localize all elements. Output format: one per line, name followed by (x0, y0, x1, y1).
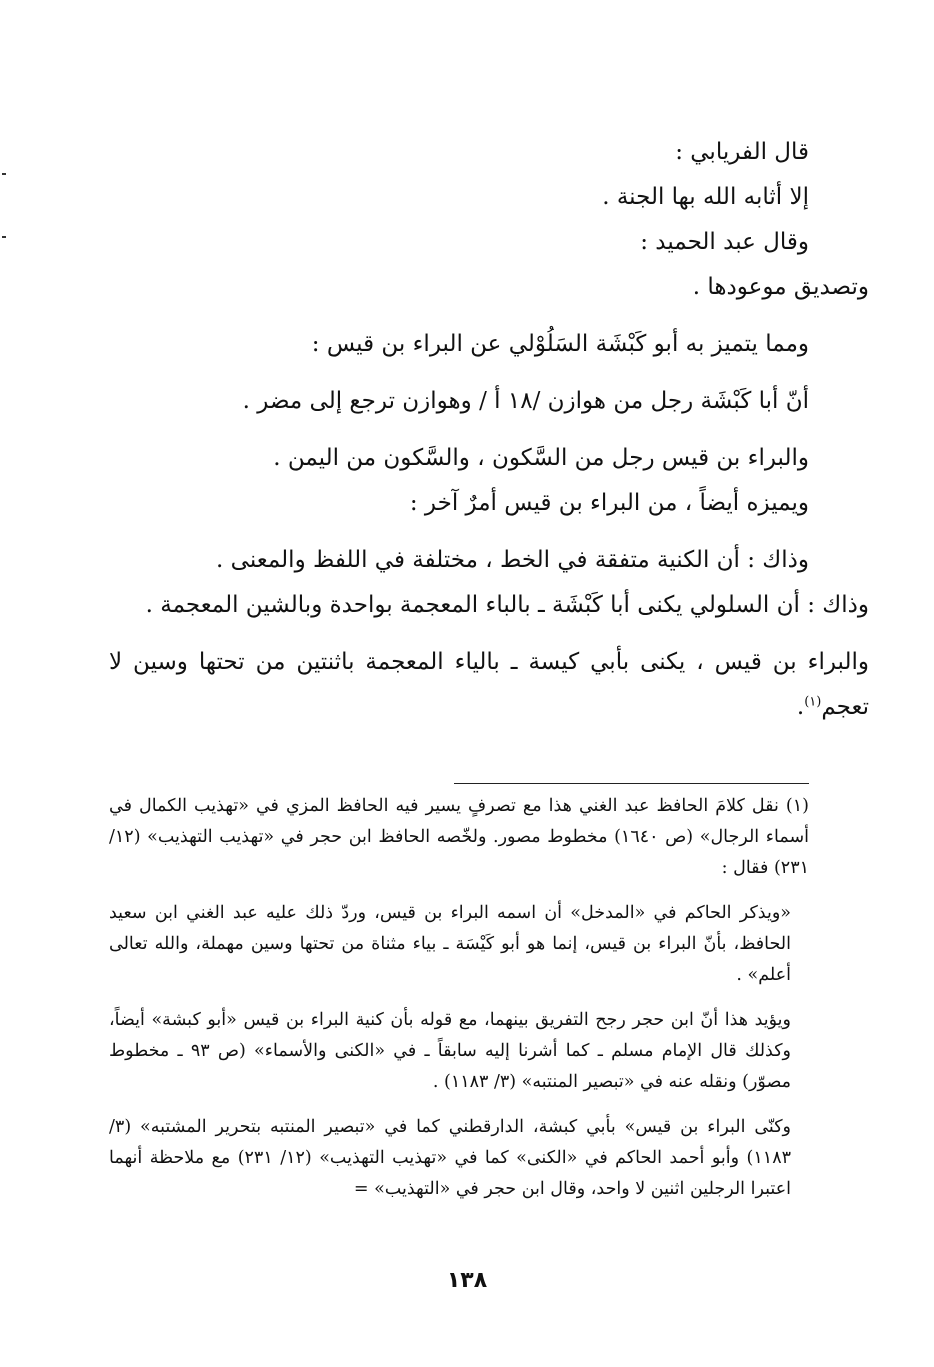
footnote-quote: «ويذكر الحاكم في «المدخل» أن اسمه البراء بن قيس، وردّ ذلك عليه عبد الغني ابن سعيد الحافظ، بأنّ البراء بن قيس، إنما هو أبو كَيْسَة ـ بياء مثناة من تحتها وسين مهملة، والله تعالى أعلم» . (109, 903, 791, 985)
footnote-paragraph: وكنّى البراء بن قيس» بأبي كبشة، الدارقطني كما في «تبصير المنتبه بتحرير المشتبه» (٣/ ١١٨٣) وأبو أحمد الحاكم في «الكنى» كما في «تهذيب التهذيب» (١٢/ ٢٣١) مع ملاحظة أنهما اعتبرا الرجلين اثنين لا واحد، وقال ابن حجر في «التهذيب» = (109, 1117, 791, 1199)
paragraph (109, 640, 869, 730)
paragraph: وذاك : أن السلولي يكنى أبا كَبْشَة ـ بالباء المعجمة بواحدة وبالشين المعجمة . (145, 592, 869, 618)
paragraph: إلا أثابه الله بها الجنة . (602, 184, 809, 210)
margin-mark (2, 236, 6, 238)
main-text (109, 130, 869, 730)
margin-mark (2, 173, 6, 175)
paragraph: ومما يتميز به أبو كَبْشَة السَلُوْلي عن البراء بن قيس : (311, 331, 809, 357)
footnote-paragraph: ويؤيد هذا أنّ ابن حجر رجح التفريق بينهما، مع قوله بأن كنية البراء بن قيس «أبو كبشة» أيضاً، وكذلك قال الإمام مسلم ـ كما أشرنا إليه سابقاً ـ في «الكنى والأسماء» (ص ٩٣ ـ مخطوط مصوّر) ونقله عنه في «تبصير المنتبه» (٣/ ١١٨٣) . (109, 1010, 791, 1092)
footnote: (١) نقل كلامَ الحافظ عبد الغني هذا مع تصرفٍ يسير فيه الحافظ المزي في «تهذيب الكمال في أسماء الرجال» (ص ١٦٤٠) مخطوط مصور. ولخّصه الحافظ ابن حجر في «تهذيب التهذيب» (١٢/ ٢٣١) فقال : (109, 796, 809, 878)
paragraph: قال الفريابي : (675, 139, 809, 165)
paragraph-text: والبراء بن قيس ، يكنى بأبي كيسة ـ بالياء المعجمة باثنتين من تحتها وسين لا تعجم (109, 649, 869, 720)
paragraph: وقال عبد الحميد : (640, 229, 809, 255)
paragraph-end: . (796, 694, 805, 720)
paragraph: أنّ أبا كَبْشَة رجل من هوازن /١٨ أ / وهوازن ترجع إلى مضر . (242, 388, 809, 414)
footnotes (109, 783, 809, 1205)
paragraph: ويميزه أيضاً ، من البراء بن قيس أمرٌ آخر : (409, 490, 809, 516)
paragraph: وتصديق موعودها . (692, 274, 869, 300)
page-number: ١٣٨ (446, 1268, 488, 1293)
paragraph: وذاك : أن الكنية متفقة في الخط ، مختلفة في اللفظ والمعنى . (216, 547, 809, 573)
paragraph: والبراء بن قيس رجل من السَّكون ، والسَّكون من اليمن . (273, 445, 809, 471)
footnote-reference: (١) (804, 694, 822, 710)
